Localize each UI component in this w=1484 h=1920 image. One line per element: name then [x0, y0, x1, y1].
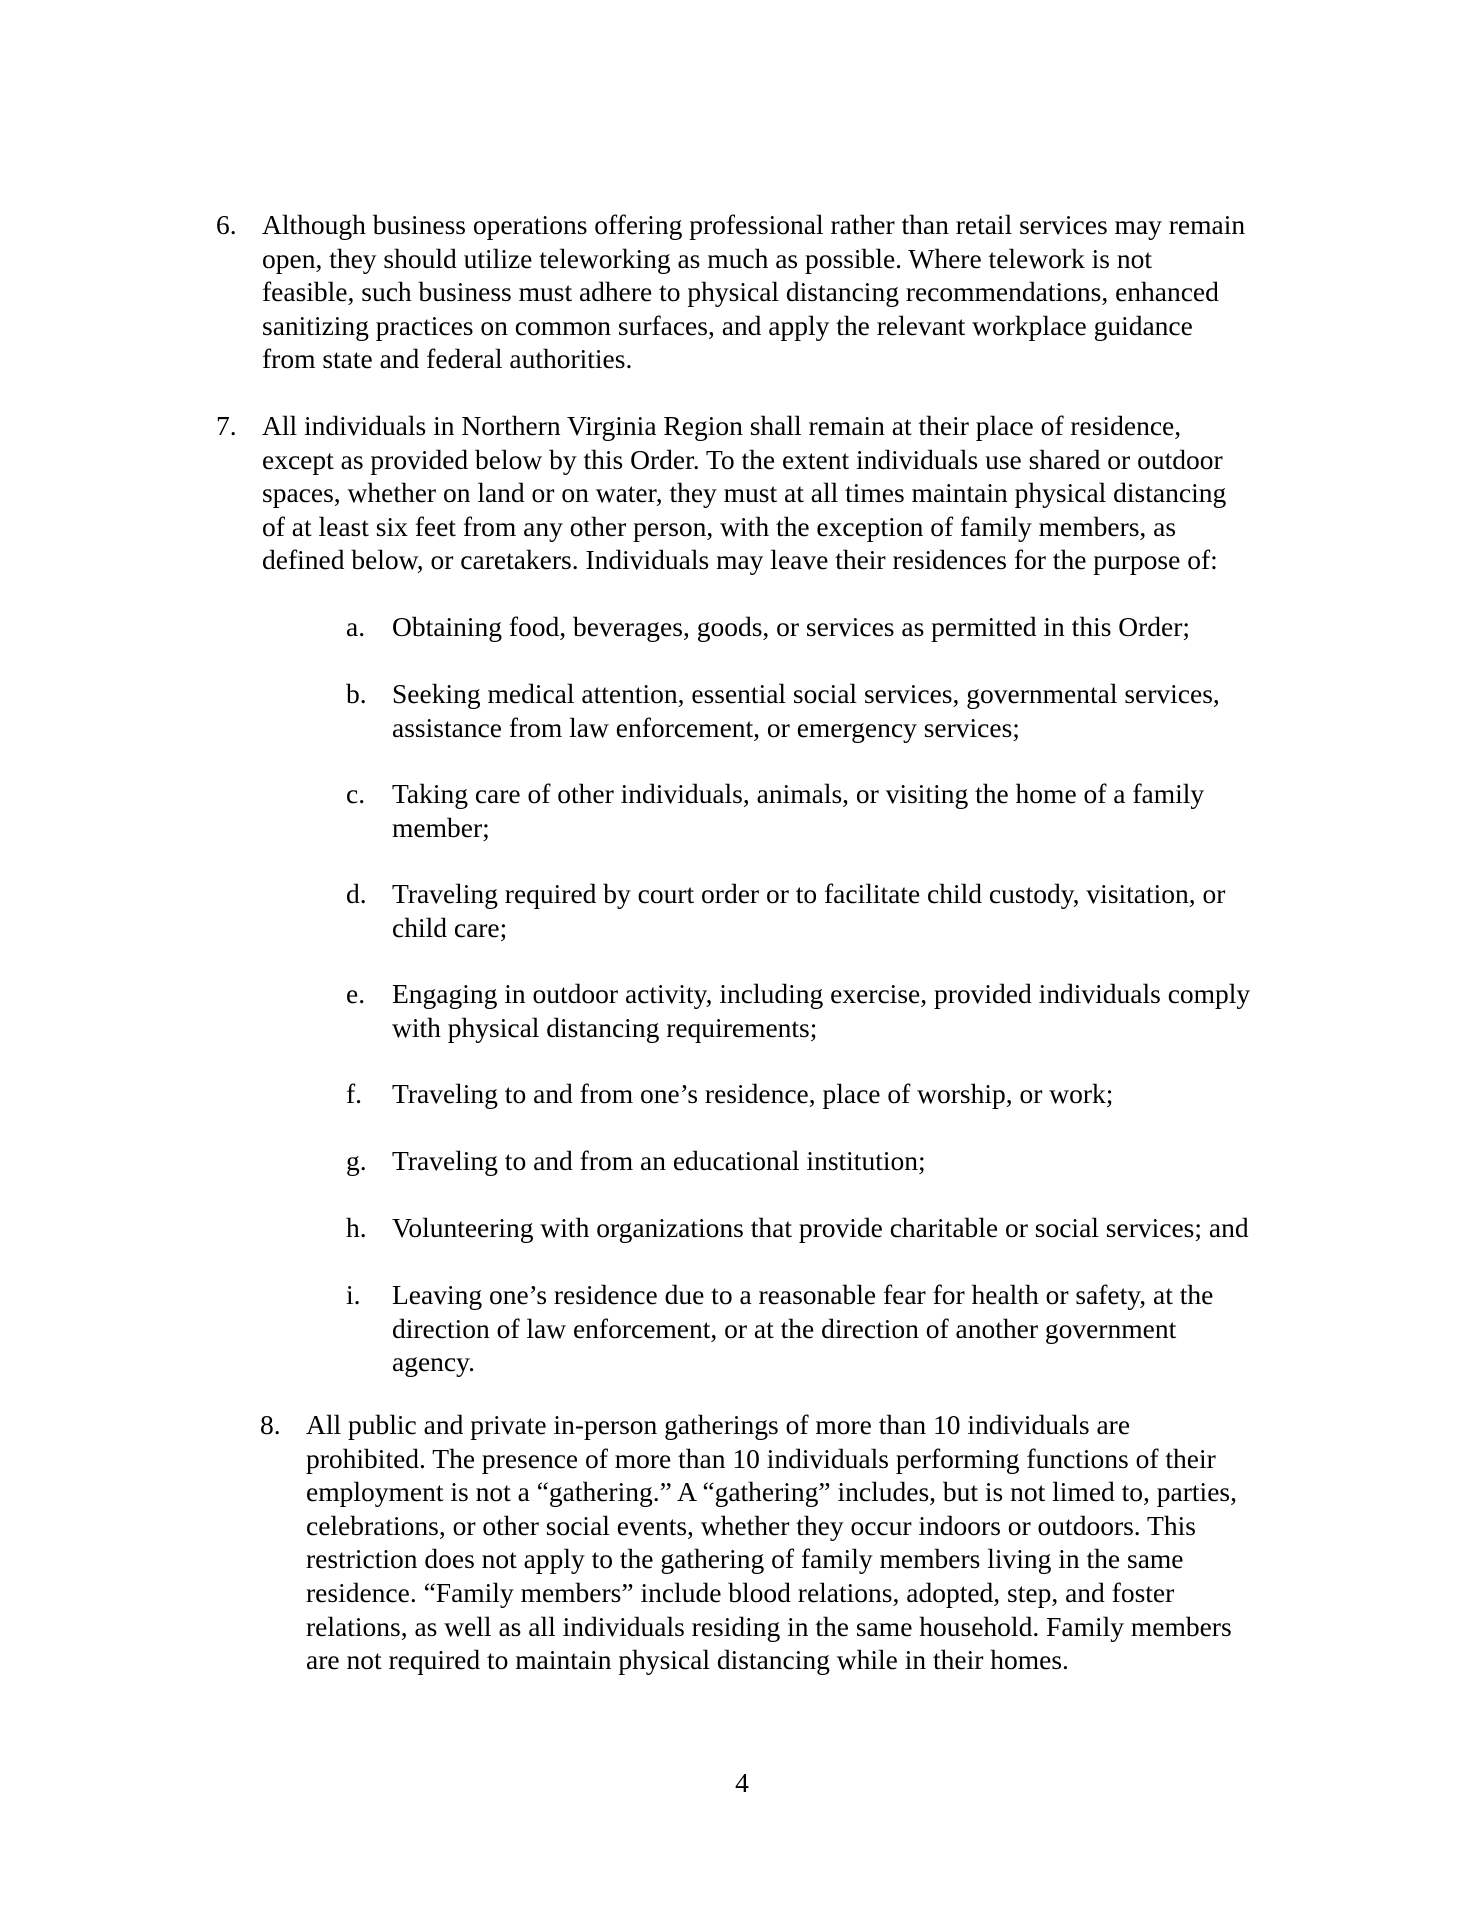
list-item-text: All individuals in Northern Virginia Region shall remain at their place of residence, except as provided below by this Order. To the extent individuals use shared or outdoor spaces, whether on land or on water, they must at all times maintain physical distancing of at least six feet from any other person, with the exception of family members, as defined below, or caretakers. Individuals may leave their residences for the purpose of:	[262, 410, 1227, 576]
sub-list-text: Leaving one’s residence due to a reasonable fear for health or safety, at the direction of law enforcement, or at the direction of another government agency.	[392, 1279, 1214, 1378]
sub-list-letter: i.	[346, 1279, 361, 1310]
list-number: 8.	[260, 1409, 281, 1440]
list-item-7	[216, 409, 1342, 577]
list-number: 7.	[216, 410, 237, 441]
list-item-6	[216, 208, 1342, 376]
sub-list-letter: h.	[346, 1212, 367, 1243]
page-number: 4	[735, 1767, 749, 1798]
sub-list-letter: b.	[346, 678, 367, 709]
sub-list-item-i	[346, 1278, 1312, 1379]
sub-list-item-e	[346, 977, 1312, 1044]
sub-list-item-f	[346, 1077, 1312, 1111]
sub-list-item-h	[346, 1211, 1312, 1245]
list-number: 6.	[216, 209, 237, 240]
sub-list-letter: f.	[346, 1078, 363, 1109]
sub-list-item-c	[346, 777, 1312, 844]
sub-list-item-d	[346, 877, 1312, 944]
sub-list-item-a	[346, 610, 1312, 644]
sub-list-letter: a.	[346, 611, 366, 642]
list-item-text: All public and private in-person gatherings of more than 10 individuals are prohibited. The presence of more than 10 individuals performing functions of their employment is not a “gathering.” A “gathering” includes, but is not limed to, parties, celebrations, or other social events, whether they occur indoors or outdoors. This restriction does not apply to the gathering of family members living in the same residence. “Family members” include blood relations, adopted, step, and foster relations, as well as all individuals residing in the same household. Family members are not required to maintain physical distancing while in their homes.	[306, 1409, 1237, 1676]
sub-list-letter: c.	[346, 778, 366, 809]
sub-list-text: Taking care of other individuals, animals, or visiting the home of a family member;	[392, 778, 1205, 843]
sub-list-text: Volunteering with organizations that provide charitable or social services; and	[392, 1212, 1249, 1243]
sub-list-text: Traveling to and from an educational institution;	[392, 1145, 926, 1176]
sub-list-text: Traveling to and from one’s residence, place of worship, or work;	[392, 1078, 1114, 1109]
sub-list-text: Engaging in outdoor activity, including exercise, provided individuals comply with physical distancing requirements;	[392, 978, 1251, 1043]
sub-list-letter: d.	[346, 878, 367, 909]
sub-list-text: Seeking medical attention, essential social services, governmental services, assistance from law enforcement, or emergency services;	[392, 678, 1220, 743]
sub-list-letter: g.	[346, 1145, 367, 1176]
list-item-8	[260, 1408, 1366, 1677]
sub-list-letter: e.	[346, 978, 366, 1009]
sub-list-item-b	[346, 677, 1312, 744]
sub-list-item-g	[346, 1144, 1312, 1178]
sub-list-text: Traveling required by court order or to facilitate child custody, visitation, or child care;	[392, 878, 1226, 943]
list-item-text: Although business operations offering professional rather than retail services may remain open, they should utilize teleworking as much as possible. Where telework is not feasible, such business must adhere to physical distancing recommendations, enhanced sanitizing practices on common surfaces, and apply the relevant workplace guidance from state and federal authorities.	[262, 209, 1246, 375]
sub-list-text: Obtaining food, beverages, goods, or services as permitted in this Order;	[392, 611, 1191, 642]
